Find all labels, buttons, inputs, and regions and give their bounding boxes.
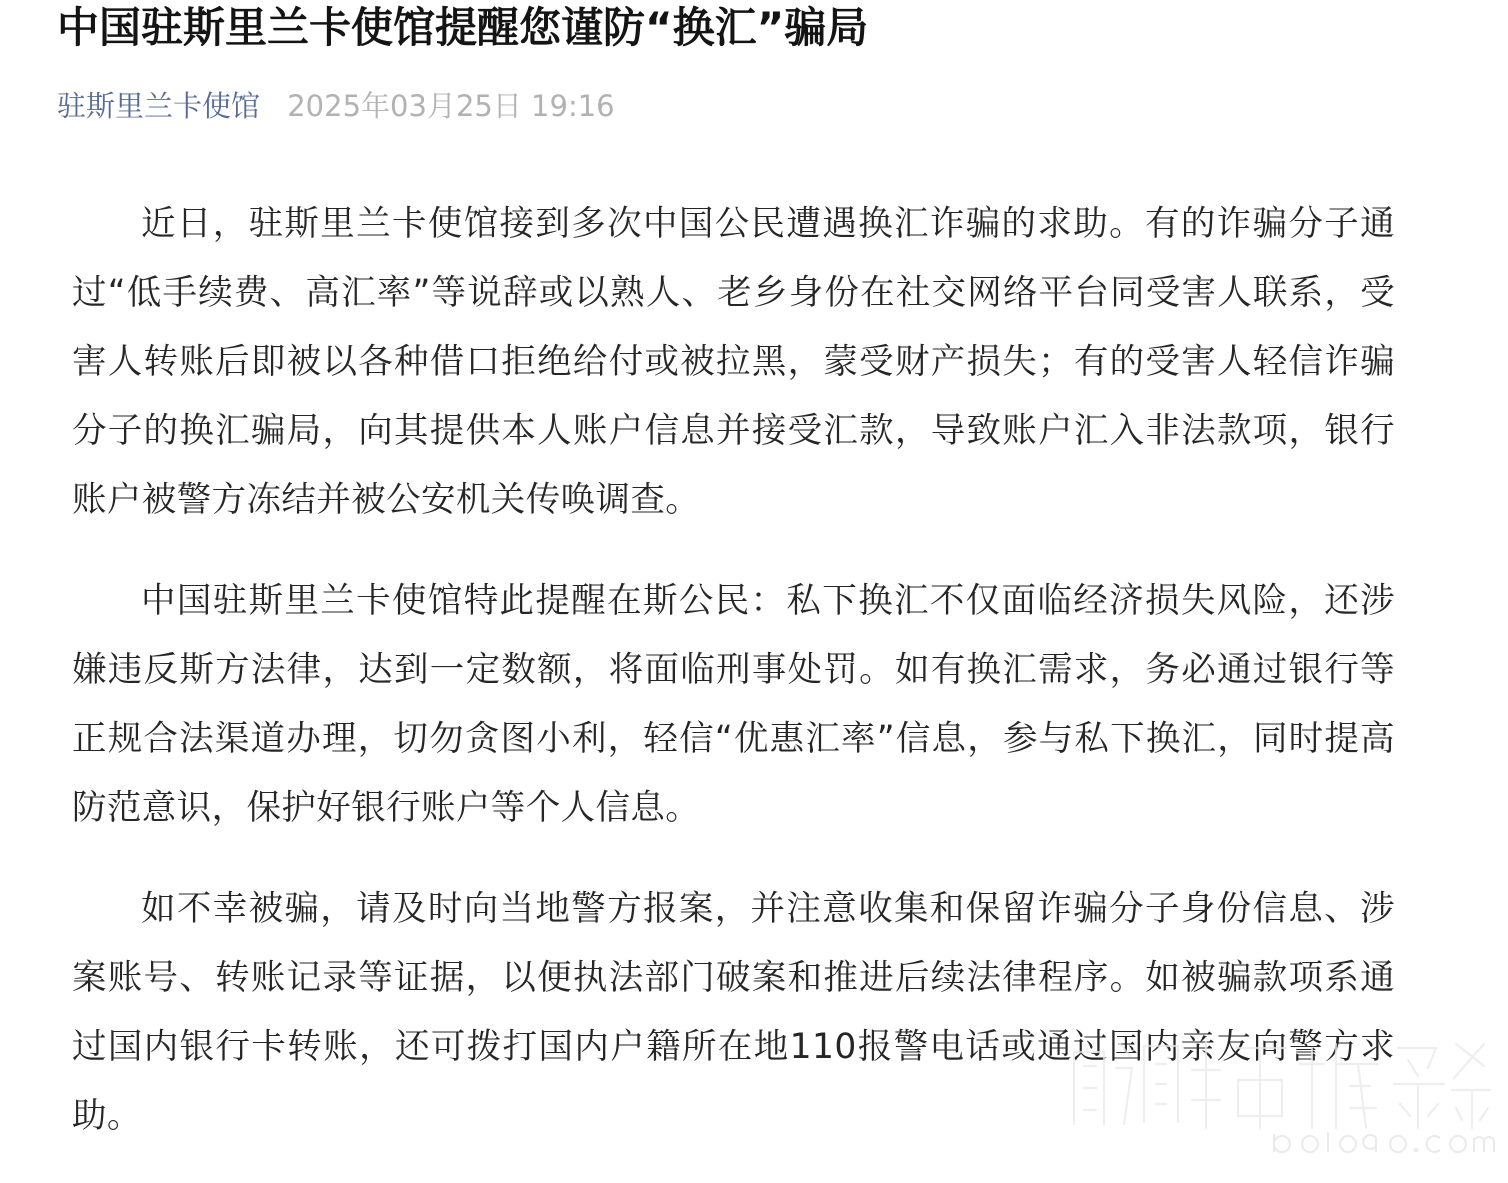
article-title: 中国驻斯里兰卡使馆提醒您谨防“换汇”骗局 [57,3,869,52]
paragraph-2: 中国驻斯里兰卡使馆特此提醒在斯公民：私下换汇不仅面临经济损失风险，还涉嫌违反斯方法律，达到一定数额，将面临刑事处罚。如有换汇需求，务必通过银行等正规合法渠道办理，切勿贪图小利，轻信“优惠汇率”信息，参与私下换汇，同时提高防范意识，保护好银行账户等个人信息。 [72,581,1395,828]
paragraph-3: 如不幸被骗，请及时向当地警方报案，并注意收集和保留诈骗分子身份信息、涉案账号、转账记录等证据，以便执法部门破案和推进后续法律程序。如被骗款项系通过国内银行卡转账，还可拨打国内户籍所在地110报警电话或通过国内亲友向警方求助。 [72,889,1395,1136]
paragraph-1: 近日，驻斯里兰卡使馆接到多次中国公民遭遇换汇诈骗的求助。有的诈骗分子通过“低手续费、高汇率”等说辞或以熟人、老乡身份在社交网络平台同受害人联系，受害人转账后即被以各种借口拒绝给付或被拉黑，蒙受财产损失；有的受害人轻信诈骗分子的换汇骗局，向其提供本人账户信息并接受汇款，导致账户汇入非法款项，银行账户被警方冻结并被公安机关传唤调查。 [72,204,1395,520]
article-meta [57,86,615,126]
account-name-link[interactable]: 驻斯里兰卡使馆 [57,89,261,123]
watermark-logo [1060,1004,1500,1154]
publish-time: 2025年03月25日 19:16 [287,89,615,123]
